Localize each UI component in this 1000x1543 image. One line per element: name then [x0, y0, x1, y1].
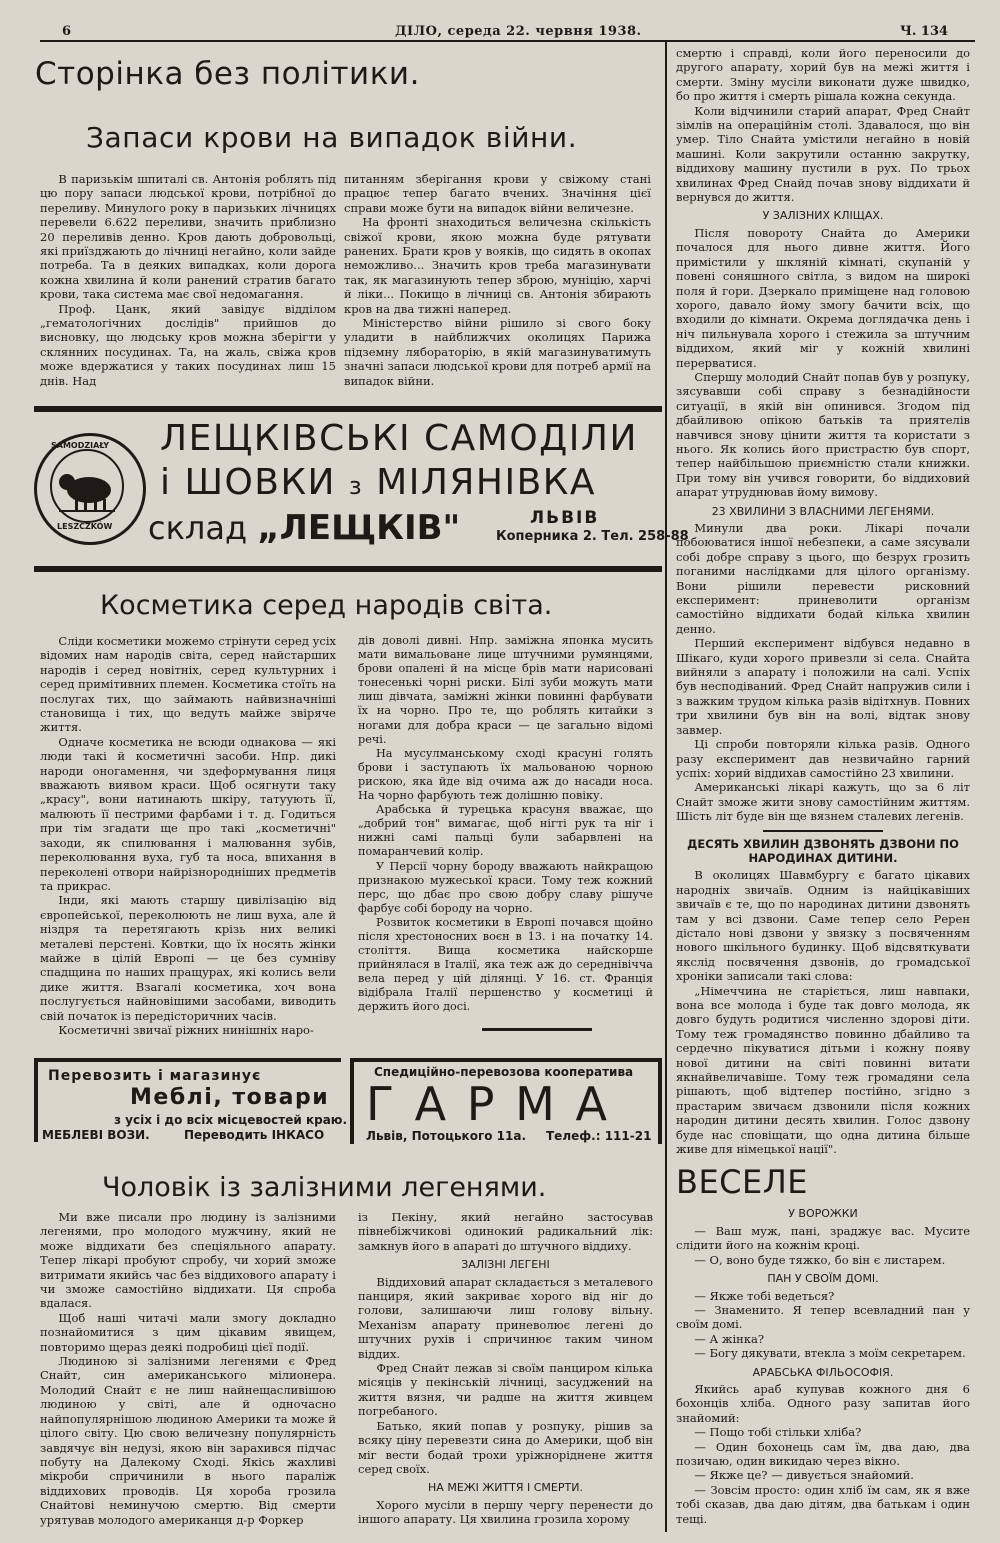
blood-col-2: [344, 172, 651, 388]
paragraph: — О, воно буде тяжко, бо він є листарем.: [694, 1252, 946, 1267]
paragraph: Косметичні звичаї ріжних нинішніх наро-: [58, 1022, 314, 1037]
ad-furniture-line2: Меблі, товари: [130, 1085, 330, 1110]
subheading: У ЗАЛІЗНИХ КЛІЩАХ.: [762, 209, 884, 223]
ad-leshchkiv-line2: [160, 462, 596, 503]
paragraph: — Знаменито. Я тепер всевладний пан у своїм домі.: [676, 1302, 970, 1332]
paragraph: — Один бохонець сам їм, два даю, два позичаю, один викидаю через вікно.: [676, 1439, 970, 1468]
subheading: ЗАЛІЗНІ ЛЕГЕНІ: [461, 1258, 550, 1272]
article-end-rule: [482, 1028, 592, 1031]
paragraph: дів доволі дивні. Нпр. заміжна японка мусить мати вимальоване лице штучними румянцями, брови опалені й на місце брів мати нарисовані тонесенькі чорні риски. Білі зуби можуть мати лиш дівчата, заміжні жінки повинні фарбувати їх на чорно. Про те, що роблять китайки з ногами для добра краси — це загально відомі речі.: [358, 634, 653, 746]
paragraph: На фронті знаходиться величезна скількість свіжої крови, якою можна буде рятувати ранених. Брати кров у вояків, що сидять в окопах неможливо... Значить кров треба магазинувати так, як магазинують тепер зброю, муніцію, харчі й ліки... Покищо в лічниці св. Антонія збирають кров на два тижні наперед.: [344, 215, 651, 316]
cosmetics-col-1: [40, 634, 336, 1037]
paragraph: Ми вже писали про людину із залізними легенями, про молодого мужчину, який не може віддихати без спеціяльного апарату. Тепер лікарі пробуют спробу, чи хорий зможе витримати якийсь час без віддихового апарату і чи зможе самостійно віддихати. Ця спроба вдалася.: [40, 1210, 336, 1311]
paragraph: — Якже тобі ведеться?: [694, 1288, 835, 1303]
paragraph: Розвиток косметики в Европі почався щойно після хрестоносних воєн в 13. і на початку 14. століття. Вища косметика найскорше прийнялася в Італії, яка теж аж до середнівічча вела перед у цій ділянці. У 16. ст. Франція відібрала Італії першенство у косметиці й держить його досі.: [358, 915, 653, 1014]
ad-text: з: [348, 472, 364, 500]
paragraph: — Зовсім просто: один хліб їм сам, як я вже тобі сказав, два даю дітям, два батькам і один тещі.: [676, 1482, 970, 1526]
ad-harma-name: Г А Р М А: [366, 1077, 610, 1131]
paragraph: Віддиховий апарат складається з металевого панциря, який закриває хорого від ніг до голови, залишаючи лиш голову вільну. Механізм апарату приневолює легені до штучних рухів і спричинює таким чином віддих.: [358, 1274, 653, 1361]
paragraph: Американські лікарі кажуть, що за 6 літ Снайт зможе жити знову самостійним життям. Шість літ буде він ще вязнем сталевих легенів.: [676, 780, 970, 824]
paragraph: Ці спроби повторяли кілька разів. Одного разу експеримент дав незвичайно гарний успіх: хорий віддихав самостійно 23 хвилини.: [676, 737, 970, 780]
ad-text: і ШОВКИ: [160, 462, 336, 503]
paragraph: Проф. Цанк, який завідує відділом „гематологічних дослідів" прийшов до висновку, що людську кров можна зберігти у склянних посудинах. Та, на жаль, свіжа кров може вдержатися у таких посудинах лиш 15 днів. Над: [40, 301, 336, 388]
paragraph: — Ваш муж, пані, зраджує вас. Мусите слідити його на кожнім кроці.: [676, 1223, 970, 1253]
subheading: АРАБСЬКА ФІЛЬОСОФІЯ.: [752, 1365, 894, 1379]
column-divider-right: [665, 42, 667, 1532]
ad-leshchkiv-line3: [148, 508, 460, 548]
seal-text-top: SAMODZIAŁY: [51, 441, 110, 450]
paragraph: Якийсь араб купував кожного дня 6 бохонців хліба. Одного разу запитав його знайомий:: [676, 1381, 970, 1425]
ad-furniture-rule: [34, 1058, 38, 1142]
paragraph: Щоб наші читачі мали змогу докладно познайомитися з цим цікавим явищем, повторимо щераз деякі подробиці цієї події.: [40, 1310, 336, 1354]
cosmetics-col-2: [358, 634, 653, 1015]
ad-address: Коперника 2. Тел. 258-88: [496, 529, 689, 544]
paragraph: „Німеччина не старіється, лиш навпаки, вона все молода і буде так довго молода, як довго будуть родитися численно здорові діти. Тому теж громадянство повинно дбайливо та сердечно пікуватися дітьми і кожну появу нової дитини на світі повинні витати якнайвеличавіше. Тому теж громадяни села рішають, щоб відтепер постійно, згідно з прастарим звичаєм дзвонили після кожних народин дитини десять хвилин. Голос дзвону буде нас сповіщати, що одна дитина більше живе для німецької нації".: [676, 983, 970, 1157]
ad-furniture: [34, 1058, 348, 1142]
ad-bottom-rule: [34, 566, 662, 572]
ad-text: склад: [148, 509, 248, 547]
ad-furniture-line4b: Переводить ІНКАСО: [184, 1128, 325, 1142]
paragraph: смертю і справді, коли його переносили до другого апарату, хорий був на межі життя і смерти. Зміну мусіли виконати дуже швидко, бо про життя і смерть рішала кожна секунда.: [676, 46, 970, 104]
paragraph: Міністерство війни рішило зі свого боку уладити в найближчих околицях Парижа підземну лябораторію, в якій магазинуватимуть значні запаси людської крови для потреб армії на випадок війни.: [344, 316, 651, 388]
ad-city: ЛЬВІВ: [530, 508, 600, 528]
paragraph: — А жінка?: [694, 1331, 765, 1346]
paragraph: — Якже це? — дивується знайомий.: [694, 1468, 914, 1483]
paragraph: На мусулманському сході красуні голять брови і заступають їх мальованою чорною рискою, яка йде від очима аж до насади носа. На чорно фарбують теж долішню повіку.: [358, 746, 653, 803]
paragraph: Сліди косметики можемо стрінути серед усіх відомих нам народів світа, серед найстарших народів і серед новітніх, серед культурних і серед примітивних племен. Косметика стоїть на послугах тих, що займають найвизначніші становища і тих, що ведуть майже звіряче життя.: [40, 634, 336, 735]
paragraph: — Богу дякувати, втекла з моїм секретарем.: [694, 1346, 966, 1361]
paragraph: Фред Снайт лежав зі своїм панциром кілька місяців у пекінській лічниці, засуджений на життя вязня, чи радше на життя живцем погребаного.: [358, 1361, 653, 1419]
paragraph: Людиною зі залізними легенями є Фред Снайт, син американського мілионера. Молодий Снайт є не лиш найнещасливішою людиною у світі, але й одночасно найпопулярнішою людиною Америки та може й цілого світу. Цю свою величезну популярність завдячує він недузі, якою він зарахився підчас побуту на Далекому Сході. Якісь жахливі мікроби спричинили в нього параліж віддихових проводів. Ця хороба грозила Снайтові неминучою смертю. Від смерти урятував молодого американця д-р Форкер: [40, 1354, 336, 1527]
right-column: [676, 46, 970, 1526]
subheading: НА МЕЖІ ЖИТТЯ І СМЕРТИ.: [428, 1481, 583, 1495]
paragraph: Арабська й турецька красуня вважає, що „добрий тон" вимагає, щоб нігті рук та ніг і нижні самі пальці були забарвлені на помаранчевий колір.: [358, 803, 653, 859]
ram-icon: [37, 436, 137, 536]
subheading: ПАН У СВОЇМ ДОМІ.: [767, 1272, 879, 1286]
ad-furniture-line4a: МЕБЛЕВІ ВОЗИ.: [42, 1128, 150, 1142]
leshchkiv-seal: [34, 433, 146, 545]
paragraph: Минули два роки. Лікарі почали побоюватися іншої небезпеки, а саме зясували собі добре справу з цього, що безрух грозить поганими наслідками для цілого організму. Вони рішили перевести рисковний експеримент: приневолити організм самостійно віддихати бодай кілька хвилин денно.: [676, 521, 970, 636]
page-number: 6: [62, 24, 72, 39]
paragraph: В паризькім шпиталі св. Антонія роблять під цю пору запаси людської крови, потрібної до переливу. Минулого року в паризьких лічницях перевели 6.622 переливи, значить приблизно 20 переливів денно. Кров дають добровольці, які приїзджають до лічниці негайно, коли зайде потреба. Та в деяких випадках, коли дорога кожна хвилина й коли ранений стратив багато крови, така система має свої недомагання.: [40, 172, 336, 302]
paragraph: Перший експеримент відбувся недавно в Шікаго, куди хорого привезли зі села. Снайта вийняли з апарату і положили на салі. Успіх був несподіваний. Фред Снайт напружив сили і з важким трудом кілька разів відітхнув. Повних три хвилини був він на волі, відтак знову завмер.: [676, 636, 970, 737]
ad-furniture-line1: Перевозить і магазинує: [48, 1068, 262, 1084]
ad-harma: [350, 1058, 662, 1144]
paragraph: Коли відчинили старий апарат, Фред Снайт зімлів на операційнім столі. Здавалося, що він умер. Тіло Снайта умістили негайно в новій машині. Коли закрутили останню закрутку, віддихову машину пустили в рух. По трьох хвилинах Фред Снайд почав знову віддихати й вернувся до життя.: [676, 103, 970, 205]
article-title-lungs: Чоловік із залізними легенями.: [102, 1172, 547, 1203]
paragraph: Батько, який попав у розпуку, рішив за всяку ціну перевезти сина до Америки, щоб він міг вести бодай трохи уріжноріднене життя серед своїх.: [358, 1418, 653, 1476]
ad-harma-rule: [350, 1058, 662, 1062]
lungs-col-2: [358, 1210, 653, 1527]
ad-text: МІЛЯНІВКА: [376, 462, 596, 503]
ad-harma-line3: Львів, Потоцького 11а.: [366, 1129, 526, 1143]
paragraph: — Пощо тобі стільки хліба?: [694, 1425, 862, 1440]
subheading: 23 ХВИЛИНИ З ВЛАСНИМИ ЛЕГЕНЯМИ.: [711, 504, 935, 518]
subheading: ДЕСЯТЬ ХВИЛИН ДЗВОНЯТЬ ДЗВОНИ ПО НАРОДИНАХ ДИТИНИ.: [687, 836, 959, 865]
paragraph: Після повороту Снайта до Америки почалося для нього дивне життя. Його примістили у шкляній кімнаті, скупаній у повені соняшного світла, з видом на широкі поля й гори. Дзеркало приміщене над головою хорого, давало йому змогу бачити всіх, що входили до кімнати. Окрема доглядачка день і ніч пильнувала хорого і стежила за штучним віддихом, який міг у кожній хвилині перерватися.: [676, 225, 970, 370]
header-rule: [40, 40, 975, 42]
article-title-blood: Запаси крови на випадок війни.: [86, 121, 578, 154]
paragraph: Хорого мусіли в першу чергу перенести до іншого апарату. Ця хвилина грозила хорому: [358, 1497, 653, 1527]
masthead-date: ДІЛО, середа 22. червня 1938.: [395, 24, 642, 39]
issue-number: Ч. 134: [900, 24, 949, 39]
ad-leshchkiv-line1: ЛЕЩКІВСЬКІ САМОДІЛИ: [160, 418, 638, 459]
seal-text-bottom: LESZCZKÓW: [57, 522, 113, 531]
paragraph: із Пекіну, який негайно застосував півнебіжчикові одинокий радикальний лік: замкнув його в апараті до штучного віддиху.: [358, 1210, 653, 1253]
ad-top-rule: [34, 406, 662, 412]
paragraph: Інди, які мають старшу цивілізацію від європейської, переколюють не лиш вуха, але й ніздря та перетягають крізь них великі металеві перстені. Ковтки, що їх носять жінки майже в цілій Европі — це без сумніву спадщина по наших пращурах, які колись вели дике життя. Взагалі косметика, хоч вона послугується найновішими засобами, виводить свій початок із передісторичних часів.: [40, 893, 336, 1023]
ad-furniture-rule: [34, 1058, 341, 1062]
article-title-cosmetics: Косметика серед народів світа.: [100, 590, 553, 621]
ad-harma-rule: [658, 1058, 662, 1144]
section-title: Сторінка без політики.: [35, 56, 420, 92]
ad-harma-rule: [350, 1058, 354, 1144]
paragraph: Спершу молодий Снайт попав був у розпуку, зясувавши собі справу з безнадійности ситуації, в якій він опинився. Згодом під дбайливою опікою батьків та приятелів навчився знову цінити життя та користати з нього. Як колись його пристрастю був спорт, тепер найбільшою приємністю стали книжки. При тому він учився говорити, бо віддиховий апарат утруднював йому вимову.: [676, 369, 970, 500]
lungs-col-1: [40, 1210, 336, 1527]
paragraph: У Персії чорну бороду вважають найкращою признакою мужеської краси. Тому теж кожний перс, що дбає про свою добру славу рішуче фарбує собі бороду на чорно.: [358, 859, 653, 915]
ad-harma-phone: Телеф.: 111-21: [546, 1129, 652, 1143]
ad-brand: „ЛЕЩКІВ": [257, 508, 461, 548]
blood-col-1: [40, 172, 336, 388]
ad-harma-line1: Спедиційно-перевозова кооператива: [374, 1065, 634, 1079]
paragraph: питанням зберігання крови у свіжому стані працює тепер багато вчених. Значіння цієї справи може бути на випадок війни величезне.: [344, 172, 651, 215]
subheading: У ВОРОЖКИ: [788, 1207, 858, 1221]
paragraph: Одначе косметика не всюди однакова — які люди такі й косметичні засоби. Нпр. дикі народи оногамення, чи здеформування лиця вважають виявом краси. Щоб осягнути таку „красу", вони натинають шкіру, татуують її, малюють її пестрими фарбами і т. д. Годиться при тім згадати ще про такі „косметичні" заходи, як спилювання і малювання зубів, переколювання вуха, губ та носа, впихання в переколені отвори найрізнородніших предметів та прикрас.: [40, 734, 336, 893]
ad-furniture-line3: з усіх і до всіх місцевостей краю.: [114, 1113, 348, 1127]
fun-section-title: ВЕСЕЛЕ: [676, 1163, 809, 1202]
divider: [763, 830, 883, 832]
paragraph: В околицях Шавмбургу є багато цікавих народніх звичаїв. Одним із найцікавіших звичаїв є те, що по народинах дитини дзвонять там у всі дзвони. Саме тепер село Ререн дістало нові дзвони у звязку з посвяченням нового шкільного будинку. Щоб відсвяткувати якслід посвячення дзвонів, до громадської хроніки записали такі слова:: [676, 868, 970, 984]
